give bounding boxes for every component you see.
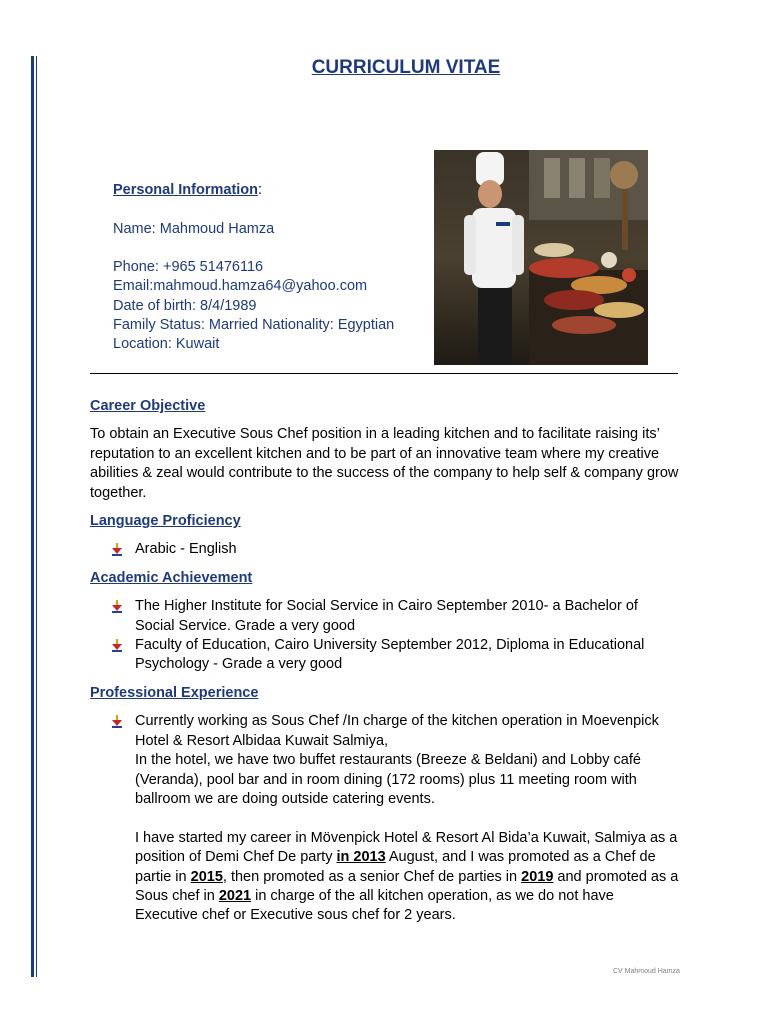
academic-heading: Academic Achievement: [90, 569, 253, 586]
name-line: Name: Mahmoud Hamza: [113, 220, 275, 237]
list-item: Arabic - English: [135, 540, 680, 559]
list-item: Faculty of Education, Cairo University September 2012, Diploma in Educational Psychology - Grade a very good: [135, 636, 680, 675]
email-line: Email:mahmoud.hamza64@yahoo.com: [113, 278, 368, 295]
family-line: Family Status: Married Nationality: Egyptian: [113, 317, 395, 334]
personal-information: [113, 181, 394, 355]
experience-hotel-details: In the hotel, we have two buffet restaurants (Breeze & Beldani) and Lobby café (Veranda), pool bar and in room dining (172 rooms) plus 11 meeting room with ballroom we are doing outside catering events.: [135, 752, 641, 807]
experience-current: Currently working as Sous Chef /In charge of the kitchen operation in Moevenpick Hotel & Resort Albidaa Kuwait Salmiya,: [135, 713, 659, 749]
language-heading: Language Proficiency: [90, 513, 241, 530]
arrow-bullet-icon: [111, 715, 123, 728]
arrow-bullet-icon: [111, 543, 123, 556]
list-item: The Higher Institute for Social Service in Cairo September 2010- a Bachelor of Social Service. Grade a very good: [135, 597, 680, 636]
academic-list: [90, 597, 680, 675]
footer-text: CV Mahmoud Hamza: [613, 968, 680, 975]
left-border-thick: [31, 56, 34, 977]
experience-history: I have started my career in Mövenpick Hotel & Resort Al Bida’a Kuwait, Salmiya as a position of Demi Chef De party in 2013 August, and I was promoted as a Chef de partie in 2015, then promoted as a senior Chef de parties in 2019 and promoted as a Sous chef in 2021 in charge of the all kitchen operation, as we do not have Executive chef or Executive sous chef for 2 years.: [135, 829, 679, 924]
location-line: Location: Kuwait: [113, 336, 220, 353]
dob-line: Date of birth: 8/4/1989: [113, 297, 257, 314]
career-objective-text: To obtain an Executive Sous Chef position in a leading kitchen and to facilitate raising its’ reputation to an excellent kitchen and to be part of an innovative team where my creative abilities & zeal would contribute to the success of the company to help self & company grow together.: [90, 426, 679, 501]
document-title: CURRICULUM VITAE: [311, 57, 501, 78]
cv-body: [90, 397, 680, 935]
language-list: [90, 540, 680, 559]
arrow-bullet-icon: [111, 639, 123, 652]
list-item: [135, 712, 680, 925]
personal-info-heading: Personal Information: [113, 182, 259, 198]
phone-line: Phone: +965 51476116: [113, 259, 264, 276]
personal-info-colon: :: [258, 182, 263, 198]
arrow-bullet-icon: [111, 600, 123, 613]
experience-list: [90, 712, 680, 925]
profile-photo: [434, 150, 648, 365]
experience-heading: Professional Experience: [90, 684, 259, 701]
career-objective-heading: Career Objective: [90, 398, 206, 414]
horizontal-rule: [90, 373, 678, 374]
left-border-thin: [36, 56, 37, 977]
